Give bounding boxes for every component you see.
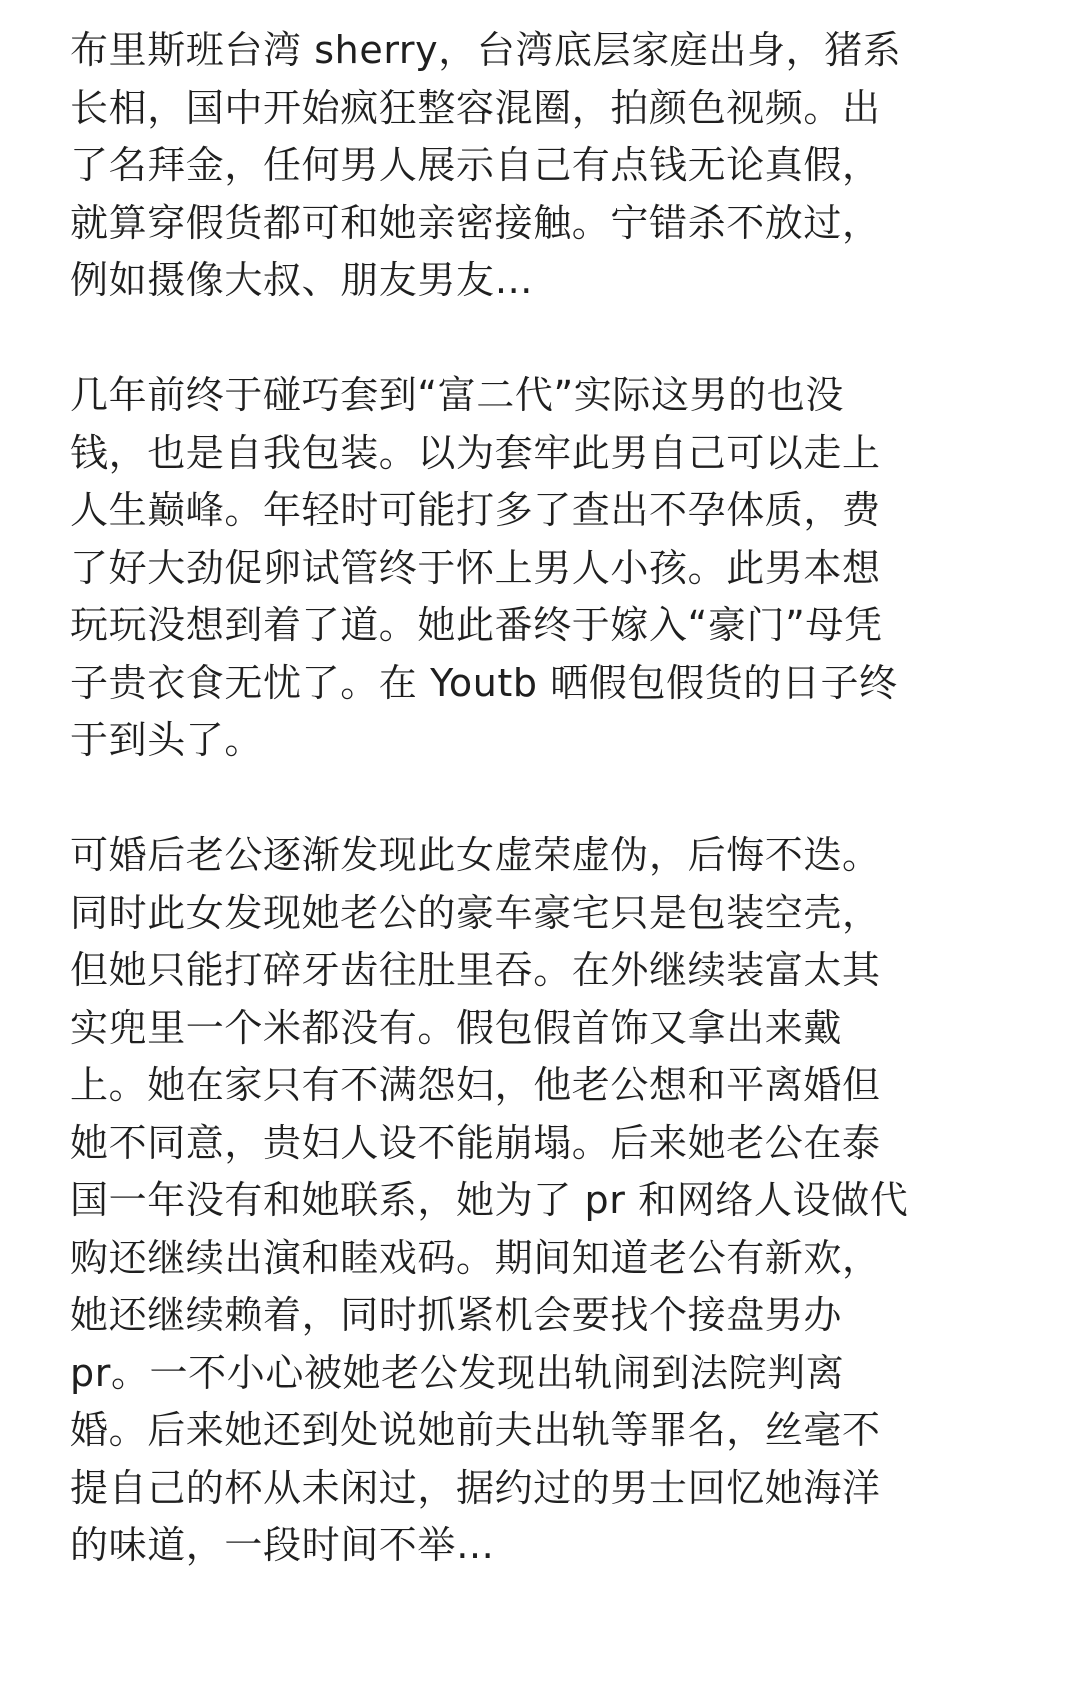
text-line: 实兜里一个米都没有。假包假首饰又拿出来戴 [70, 1005, 843, 1050]
text-line: 子贵衣食无忧了。在 Youtb 晒假包假货的日子终 [70, 660, 898, 705]
text-line: 的味道，一段时间不举… [70, 1523, 495, 1567]
text-line: 钱，也是自我包装。以为套牢此男自己可以走上 [70, 430, 881, 475]
text-line: 人生巅峰。年轻时可能打多了查出不孕体质，费 [70, 488, 881, 532]
text-line: 于到头了。 [70, 718, 264, 762]
paragraph-2 [70, 367, 1060, 770]
text-line: pr。一不小心被她老公发现出轨闹到法院判离 [70, 1350, 845, 1395]
text-line: 她不同意，贵妇人设不能崩塌。后来她老公在泰 [70, 1120, 881, 1165]
text-line: 长相，国中开始疯狂整容混圈，拍颜色视频。出 [70, 85, 881, 130]
text-line: 同时此女发现她老公的豪车豪宅只是包装空壳， [70, 890, 881, 935]
text-line: 但她只能打碎牙齿往肚里吞。在外继续装富太其 [70, 948, 881, 992]
text-line: 国一年没有和她联系，她为了 pr 和网络人设做代 [70, 1178, 909, 1222]
article-body [70, 22, 1060, 1575]
paragraph-gap [70, 770, 1060, 828]
text-line: 提自己的杯从未闲过，据约过的男士回忆她海洋 [70, 1465, 881, 1510]
text-line: 她还继续赖着，同时抓紧机会要找个接盘男办 [70, 1293, 843, 1337]
text-line: 购还继续出演和睦戏码。期间知道老公有新欢， [70, 1235, 881, 1280]
text-line: 布里斯班台湾 sherry，台湾底层家庭出身，猪系 [70, 28, 902, 72]
paragraph-gap [70, 310, 1060, 368]
text-line: 可婚后老公逐渐发现此女虚荣虚伪，后悔不迭。 [70, 833, 881, 877]
text-line: 了好大劲促卵试管终于怀上男人小孩。此男本想 [70, 545, 881, 590]
text-line: 玩玩没想到着了道。她此番终于嫁入“豪门”母凭 [70, 603, 883, 647]
text-line: 上。她在家只有不满怨妇，他老公想和平离婚但 [70, 1063, 881, 1107]
text-line: 例如摄像大叔、朋友男友… [70, 258, 534, 302]
text-line: 就算穿假货都可和她亲密接触。宁错杀不放过， [70, 200, 881, 245]
paragraph-3 [70, 827, 1060, 1575]
text-line: 几年前终于碰巧套到“富二代”实际这男的也没 [70, 373, 844, 417]
text-line: 了名拜金，任何男人展示自己有点钱无论真假， [70, 143, 881, 187]
paragraph-1 [70, 22, 1060, 310]
text-line: 婚。后来她还到处说她前夫出轨等罪名，丝毫不 [70, 1408, 881, 1452]
